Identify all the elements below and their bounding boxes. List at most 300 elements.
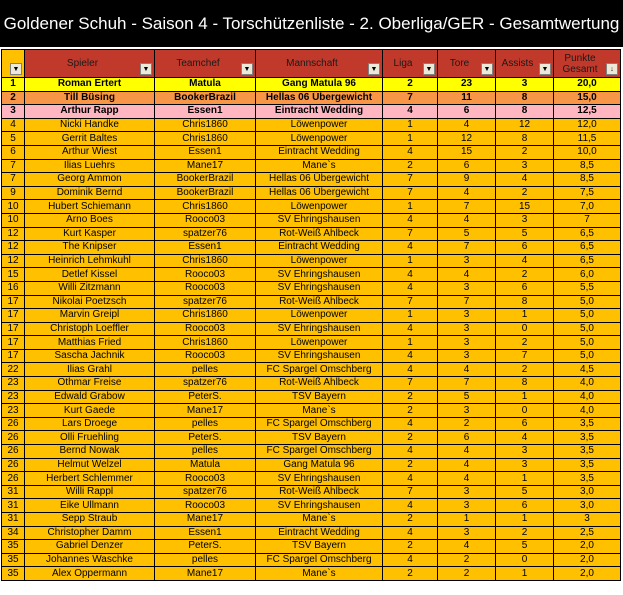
- league-cell[interactable]: 1: [383, 200, 438, 214]
- player-cell[interactable]: Nicki Handke: [25, 118, 155, 132]
- rank-cell[interactable]: 31: [2, 499, 25, 513]
- goals-cell[interactable]: 4: [438, 472, 496, 486]
- assists-cell[interactable]: 3: [496, 458, 554, 472]
- player-cell[interactable]: Roman Ertert: [25, 78, 155, 92]
- player-cell[interactable]: Edwald Grabow: [25, 390, 155, 404]
- player-cell[interactable]: Marvin Greipl: [25, 309, 155, 323]
- rank-cell[interactable]: 7: [2, 159, 25, 173]
- points-cell[interactable]: 3,5: [554, 445, 621, 459]
- team-cell[interactable]: FC Spargel Omschberg: [256, 553, 383, 567]
- goals-cell[interactable]: 7: [438, 241, 496, 255]
- league-cell[interactable]: 7: [383, 377, 438, 391]
- league-cell[interactable]: 1: [383, 336, 438, 350]
- player-cell[interactable]: Othmar Freise: [25, 377, 155, 391]
- assists-cell[interactable]: 12: [496, 118, 554, 132]
- teamchef-cell[interactable]: PeterS.: [155, 390, 256, 404]
- league-cell[interactable]: 4: [383, 472, 438, 486]
- teamchef-cell[interactable]: Rooco03: [155, 322, 256, 336]
- team-cell[interactable]: SV Ehringshausen: [256, 268, 383, 282]
- assists-cell[interactable]: 8: [496, 91, 554, 105]
- goals-cell[interactable]: 2: [438, 553, 496, 567]
- assists-cell[interactable]: 5: [496, 540, 554, 554]
- teamchef-cell[interactable]: BookerBrazil: [155, 186, 256, 200]
- team-cell[interactable]: Hellas 06 Übergewicht: [256, 186, 383, 200]
- goals-cell[interactable]: 3: [438, 485, 496, 499]
- assists-cell[interactable]: 2: [496, 336, 554, 350]
- player-cell[interactable]: Christopher Damm: [25, 526, 155, 540]
- team-cell[interactable]: Mane`s: [256, 159, 383, 173]
- league-cell[interactable]: 4: [383, 445, 438, 459]
- assists-cell[interactable]: 8: [496, 377, 554, 391]
- points-cell[interactable]: 4,0: [554, 390, 621, 404]
- rank-cell[interactable]: 34: [2, 526, 25, 540]
- team-cell[interactable]: SV Ehringshausen: [256, 472, 383, 486]
- goals-cell[interactable]: 3: [438, 336, 496, 350]
- points-cell[interactable]: 5,0: [554, 295, 621, 309]
- teamchef-cell[interactable]: Rooco03: [155, 472, 256, 486]
- player-cell[interactable]: Olli Fruehling: [25, 431, 155, 445]
- points-cell[interactable]: 15,0: [554, 91, 621, 105]
- goals-cell[interactable]: 7: [438, 377, 496, 391]
- filter-dropdown-icon[interactable]: ▼: [423, 63, 435, 75]
- team-cell[interactable]: Gang Matula 96: [256, 78, 383, 92]
- rank-cell[interactable]: 35: [2, 553, 25, 567]
- team-cell[interactable]: TSV Bayern: [256, 431, 383, 445]
- player-cell[interactable]: Willi Zitzmann: [25, 281, 155, 295]
- points-cell[interactable]: 2,5: [554, 526, 621, 540]
- points-cell[interactable]: 6,5: [554, 241, 621, 255]
- teamchef-cell[interactable]: spatzer76: [155, 377, 256, 391]
- player-cell[interactable]: Sascha Jachnik: [25, 349, 155, 363]
- teamchef-cell[interactable]: pelles: [155, 363, 256, 377]
- points-cell[interactable]: 3,0: [554, 499, 621, 513]
- player-cell[interactable]: Till Büsing: [25, 91, 155, 105]
- teamchef-cell[interactable]: PeterS.: [155, 431, 256, 445]
- player-cell[interactable]: Detlef Kissel: [25, 268, 155, 282]
- points-cell[interactable]: 6,5: [554, 254, 621, 268]
- teamchef-cell[interactable]: pelles: [155, 445, 256, 459]
- goals-cell[interactable]: 4: [438, 186, 496, 200]
- team-cell[interactable]: Rot-Weiß Ahlbeck: [256, 295, 383, 309]
- player-cell[interactable]: Sepp Straub: [25, 513, 155, 527]
- points-cell[interactable]: 3,0: [554, 485, 621, 499]
- goals-cell[interactable]: 2: [438, 567, 496, 581]
- assists-cell[interactable]: 4: [496, 431, 554, 445]
- assists-cell[interactable]: 2: [496, 526, 554, 540]
- league-cell[interactable]: 4: [383, 363, 438, 377]
- player-cell[interactable]: The Knipser: [25, 241, 155, 255]
- teamchef-cell[interactable]: Matula: [155, 458, 256, 472]
- rank-cell[interactable]: 12: [2, 254, 25, 268]
- player-cell[interactable]: Herbert Schlemmer: [25, 472, 155, 486]
- points-cell[interactable]: 12,0: [554, 118, 621, 132]
- teamchef-cell[interactable]: BookerBrazil: [155, 173, 256, 187]
- team-cell[interactable]: SV Ehringshausen: [256, 213, 383, 227]
- points-cell[interactable]: 2,0: [554, 567, 621, 581]
- player-cell[interactable]: Dominik Bernd: [25, 186, 155, 200]
- player-cell[interactable]: Kurt Gaede: [25, 404, 155, 418]
- league-cell[interactable]: 2: [383, 458, 438, 472]
- goals-cell[interactable]: 4: [438, 363, 496, 377]
- points-cell[interactable]: 4,0: [554, 404, 621, 418]
- goals-cell[interactable]: 3: [438, 499, 496, 513]
- rank-cell[interactable]: 35: [2, 540, 25, 554]
- assists-cell[interactable]: 15: [496, 200, 554, 214]
- teamchef-cell[interactable]: Chris1860: [155, 132, 256, 146]
- goals-cell[interactable]: 4: [438, 118, 496, 132]
- rank-cell[interactable]: 10: [2, 213, 25, 227]
- league-cell[interactable]: 1: [383, 132, 438, 146]
- points-cell[interactable]: 3,5: [554, 431, 621, 445]
- team-cell[interactable]: SV Ehringshausen: [256, 281, 383, 295]
- team-cell[interactable]: Mane`s: [256, 404, 383, 418]
- teamchef-cell[interactable]: Rooco03: [155, 281, 256, 295]
- team-cell[interactable]: Eintracht Wedding: [256, 145, 383, 159]
- rank-cell[interactable]: 22: [2, 363, 25, 377]
- rank-cell[interactable]: 23: [2, 404, 25, 418]
- rank-cell[interactable]: 4: [2, 118, 25, 132]
- points-cell[interactable]: 10,0: [554, 145, 621, 159]
- team-cell[interactable]: Löwenpower: [256, 336, 383, 350]
- team-cell[interactable]: Hellas 06 Übergewicht: [256, 91, 383, 105]
- assists-cell[interactable]: 6: [496, 241, 554, 255]
- teamchef-cell[interactable]: Matula: [155, 78, 256, 92]
- league-cell[interactable]: 7: [383, 295, 438, 309]
- team-cell[interactable]: SV Ehringshausen: [256, 499, 383, 513]
- goals-cell[interactable]: 4: [438, 268, 496, 282]
- rank-cell[interactable]: 3: [2, 105, 25, 119]
- player-cell[interactable]: Gerrit Baltes: [25, 132, 155, 146]
- team-cell[interactable]: FC Spargel Omschberg: [256, 417, 383, 431]
- teamchef-cell[interactable]: Chris1860: [155, 200, 256, 214]
- points-cell[interactable]: 3: [554, 513, 621, 527]
- team-cell[interactable]: SV Ehringshausen: [256, 349, 383, 363]
- rank-cell[interactable]: 7: [2, 173, 25, 187]
- teamchef-cell[interactable]: Chris1860: [155, 118, 256, 132]
- player-cell[interactable]: Bernd Nowak: [25, 445, 155, 459]
- player-cell[interactable]: Arno Boes: [25, 213, 155, 227]
- rank-cell[interactable]: 9: [2, 186, 25, 200]
- team-cell[interactable]: Löwenpower: [256, 132, 383, 146]
- points-cell[interactable]: 5,5: [554, 281, 621, 295]
- rank-cell[interactable]: 26: [2, 431, 25, 445]
- rank-cell[interactable]: 16: [2, 281, 25, 295]
- assists-cell[interactable]: 8: [496, 295, 554, 309]
- team-cell[interactable]: SV Ehringshausen: [256, 322, 383, 336]
- league-cell[interactable]: 4: [383, 213, 438, 227]
- team-cell[interactable]: Eintracht Wedding: [256, 105, 383, 119]
- goals-cell[interactable]: 15: [438, 145, 496, 159]
- goals-cell[interactable]: 3: [438, 404, 496, 418]
- league-cell[interactable]: 4: [383, 241, 438, 255]
- filter-dropdown-icon[interactable]: ▼: [368, 63, 380, 75]
- teamchef-cell[interactable]: Mane17: [155, 159, 256, 173]
- filter-dropdown-icon[interactable]: ▼: [539, 63, 551, 75]
- points-cell[interactable]: 20,0: [554, 78, 621, 92]
- league-cell[interactable]: 2: [383, 390, 438, 404]
- teamchef-cell[interactable]: Rooco03: [155, 499, 256, 513]
- points-cell[interactable]: 7,5: [554, 186, 621, 200]
- goals-cell[interactable]: 5: [438, 390, 496, 404]
- teamchef-cell[interactable]: Essen1: [155, 145, 256, 159]
- team-cell[interactable]: Mane`s: [256, 567, 383, 581]
- assists-cell[interactable]: 2: [496, 268, 554, 282]
- rank-cell[interactable]: 15: [2, 268, 25, 282]
- league-cell[interactable]: 4: [383, 499, 438, 513]
- league-cell[interactable]: 1: [383, 309, 438, 323]
- assists-cell[interactable]: 1: [496, 309, 554, 323]
- teamchef-cell[interactable]: BookerBrazil: [155, 91, 256, 105]
- league-cell[interactable]: 4: [383, 417, 438, 431]
- teamchef-cell[interactable]: Rooco03: [155, 349, 256, 363]
- player-cell[interactable]: Matthias Fried: [25, 336, 155, 350]
- rank-cell[interactable]: 31: [2, 485, 25, 499]
- teamchef-cell[interactable]: Mane17: [155, 567, 256, 581]
- rank-cell[interactable]: 6: [2, 145, 25, 159]
- teamchef-cell[interactable]: PeterS.: [155, 540, 256, 554]
- rank-cell[interactable]: 10: [2, 200, 25, 214]
- assists-cell[interactable]: 2: [496, 363, 554, 377]
- assists-cell[interactable]: 0: [496, 404, 554, 418]
- rank-cell[interactable]: 26: [2, 445, 25, 459]
- filter-dropdown-icon[interactable]: ▼: [481, 63, 493, 75]
- player-cell[interactable]: Helmut Welzel: [25, 458, 155, 472]
- league-cell[interactable]: 4: [383, 553, 438, 567]
- team-cell[interactable]: TSV Bayern: [256, 540, 383, 554]
- rank-cell[interactable]: 26: [2, 458, 25, 472]
- assists-cell[interactable]: 1: [496, 472, 554, 486]
- goals-cell[interactable]: 12: [438, 132, 496, 146]
- assists-cell[interactable]: 2: [496, 186, 554, 200]
- assists-cell[interactable]: 7: [496, 349, 554, 363]
- rank-cell[interactable]: 26: [2, 417, 25, 431]
- goals-cell[interactable]: 3: [438, 349, 496, 363]
- goals-cell[interactable]: 4: [438, 458, 496, 472]
- teamchef-cell[interactable]: spatzer76: [155, 295, 256, 309]
- goals-cell[interactable]: 1: [438, 513, 496, 527]
- player-cell[interactable]: Arthur Wiest: [25, 145, 155, 159]
- player-cell[interactable]: Hubert Schiemann: [25, 200, 155, 214]
- assists-cell[interactable]: 2: [496, 145, 554, 159]
- player-cell[interactable]: Alex Oppermann: [25, 567, 155, 581]
- points-cell[interactable]: 11,5: [554, 132, 621, 146]
- points-cell[interactable]: 12,5: [554, 105, 621, 119]
- league-cell[interactable]: 1: [383, 118, 438, 132]
- rank-cell[interactable]: 26: [2, 472, 25, 486]
- assists-cell[interactable]: 4: [496, 254, 554, 268]
- league-cell[interactable]: 2: [383, 431, 438, 445]
- rank-cell[interactable]: 17: [2, 309, 25, 323]
- goals-cell[interactable]: 3: [438, 309, 496, 323]
- goals-cell[interactable]: 9: [438, 173, 496, 187]
- assists-cell[interactable]: 8: [496, 132, 554, 146]
- league-cell[interactable]: 1: [383, 254, 438, 268]
- rank-cell[interactable]: 17: [2, 322, 25, 336]
- team-cell[interactable]: FC Spargel Omschberg: [256, 363, 383, 377]
- goals-cell[interactable]: 23: [438, 78, 496, 92]
- assists-cell[interactable]: 1: [496, 513, 554, 527]
- player-cell[interactable]: Heinrich Lehmkuhl: [25, 254, 155, 268]
- goals-cell[interactable]: 11: [438, 91, 496, 105]
- points-cell[interactable]: 5,0: [554, 322, 621, 336]
- team-cell[interactable]: Rot-Weiß Ahlbeck: [256, 227, 383, 241]
- team-cell[interactable]: Löwenpower: [256, 118, 383, 132]
- points-cell[interactable]: 7: [554, 213, 621, 227]
- teamchef-cell[interactable]: Mane17: [155, 404, 256, 418]
- player-cell[interactable]: Ilias Luehrs: [25, 159, 155, 173]
- team-cell[interactable]: Rot-Weiß Ahlbeck: [256, 485, 383, 499]
- league-cell[interactable]: 2: [383, 513, 438, 527]
- points-cell[interactable]: 3,5: [554, 417, 621, 431]
- points-cell[interactable]: 2,0: [554, 553, 621, 567]
- points-cell[interactable]: 8,5: [554, 159, 621, 173]
- goals-cell[interactable]: 5: [438, 227, 496, 241]
- league-cell[interactable]: 7: [383, 485, 438, 499]
- teamchef-cell[interactable]: Essen1: [155, 526, 256, 540]
- team-cell[interactable]: Löwenpower: [256, 254, 383, 268]
- goals-cell[interactable]: 7: [438, 200, 496, 214]
- assists-cell[interactable]: 6: [496, 281, 554, 295]
- points-cell[interactable]: 4,0: [554, 377, 621, 391]
- assists-cell[interactable]: 0: [496, 322, 554, 336]
- points-cell[interactable]: 5,0: [554, 309, 621, 323]
- rank-cell[interactable]: 12: [2, 241, 25, 255]
- rank-cell[interactable]: 1: [2, 78, 25, 92]
- assists-cell[interactable]: 1: [496, 567, 554, 581]
- goals-cell[interactable]: 4: [438, 213, 496, 227]
- sort-descending-icon[interactable]: ↓: [606, 63, 618, 75]
- points-cell[interactable]: 6,5: [554, 227, 621, 241]
- team-cell[interactable]: Eintracht Wedding: [256, 526, 383, 540]
- team-cell[interactable]: Rot-Weiß Ahlbeck: [256, 377, 383, 391]
- teamchef-cell[interactable]: pelles: [155, 417, 256, 431]
- goals-cell[interactable]: 2: [438, 417, 496, 431]
- teamchef-cell[interactable]: spatzer76: [155, 227, 256, 241]
- player-cell[interactable]: Christoph Loeffler: [25, 322, 155, 336]
- teamchef-cell[interactable]: Rooco03: [155, 268, 256, 282]
- assists-cell[interactable]: 5: [496, 485, 554, 499]
- team-cell[interactable]: Löwenpower: [256, 309, 383, 323]
- teamchef-cell[interactable]: Mane17: [155, 513, 256, 527]
- player-cell[interactable]: Arthur Rapp: [25, 105, 155, 119]
- goals-cell[interactable]: 6: [438, 105, 496, 119]
- points-cell[interactable]: 2,0: [554, 540, 621, 554]
- points-cell[interactable]: 8,5: [554, 173, 621, 187]
- rank-cell[interactable]: 35: [2, 567, 25, 581]
- team-cell[interactable]: Gang Matula 96: [256, 458, 383, 472]
- points-cell[interactable]: 3,5: [554, 472, 621, 486]
- rank-cell[interactable]: 31: [2, 513, 25, 527]
- rank-cell[interactable]: 12: [2, 227, 25, 241]
- assists-cell[interactable]: 4: [496, 173, 554, 187]
- league-cell[interactable]: 4: [383, 105, 438, 119]
- teamchef-cell[interactable]: Chris1860: [155, 254, 256, 268]
- assists-cell[interactable]: 5: [496, 227, 554, 241]
- assists-cell[interactable]: 6: [496, 417, 554, 431]
- filter-dropdown-icon[interactable]: ▼: [10, 63, 22, 75]
- league-cell[interactable]: 7: [383, 91, 438, 105]
- assists-cell[interactable]: 8: [496, 105, 554, 119]
- assists-cell[interactable]: 0: [496, 553, 554, 567]
- player-cell[interactable]: Kurt Kasper: [25, 227, 155, 241]
- goals-cell[interactable]: 6: [438, 431, 496, 445]
- league-cell[interactable]: 2: [383, 567, 438, 581]
- league-cell[interactable]: 2: [383, 404, 438, 418]
- league-cell[interactable]: 4: [383, 322, 438, 336]
- league-cell[interactable]: 4: [383, 281, 438, 295]
- team-cell[interactable]: Löwenpower: [256, 200, 383, 214]
- filter-dropdown-icon[interactable]: ▼: [140, 63, 152, 75]
- teamchef-cell[interactable]: pelles: [155, 553, 256, 567]
- goals-cell[interactable]: 3: [438, 526, 496, 540]
- filter-dropdown-icon[interactable]: ▼: [241, 63, 253, 75]
- team-cell[interactable]: Eintracht Wedding: [256, 241, 383, 255]
- rank-cell[interactable]: 5: [2, 132, 25, 146]
- team-cell[interactable]: Mane`s: [256, 513, 383, 527]
- player-cell[interactable]: Johannes Waschke: [25, 553, 155, 567]
- goals-cell[interactable]: 4: [438, 540, 496, 554]
- goals-cell[interactable]: 3: [438, 254, 496, 268]
- league-cell[interactable]: 7: [383, 227, 438, 241]
- player-cell[interactable]: Gabriel Denzer: [25, 540, 155, 554]
- goals-cell[interactable]: 6: [438, 159, 496, 173]
- rank-cell[interactable]: 23: [2, 390, 25, 404]
- teamchef-cell[interactable]: Essen1: [155, 241, 256, 255]
- points-cell[interactable]: 5,0: [554, 349, 621, 363]
- assists-cell[interactable]: 3: [496, 445, 554, 459]
- assists-cell[interactable]: 6: [496, 499, 554, 513]
- league-cell[interactable]: 4: [383, 349, 438, 363]
- points-cell[interactable]: 5,0: [554, 336, 621, 350]
- league-cell[interactable]: 7: [383, 186, 438, 200]
- rank-cell[interactable]: 17: [2, 336, 25, 350]
- team-cell[interactable]: Hellas 06 Übergewicht: [256, 173, 383, 187]
- teamchef-cell[interactable]: Essen1: [155, 105, 256, 119]
- goals-cell[interactable]: 4: [438, 445, 496, 459]
- points-cell[interactable]: 3,5: [554, 458, 621, 472]
- assists-cell[interactable]: 3: [496, 159, 554, 173]
- league-cell[interactable]: 4: [383, 145, 438, 159]
- assists-cell[interactable]: 3: [496, 213, 554, 227]
- league-cell[interactable]: 4: [383, 526, 438, 540]
- points-cell[interactable]: 4,5: [554, 363, 621, 377]
- rank-cell[interactable]: 17: [2, 295, 25, 309]
- teamchef-cell[interactable]: spatzer76: [155, 485, 256, 499]
- goals-cell[interactable]: 3: [438, 322, 496, 336]
- goals-cell[interactable]: 7: [438, 295, 496, 309]
- rank-cell[interactable]: 23: [2, 377, 25, 391]
- player-cell[interactable]: Willi Rappl: [25, 485, 155, 499]
- player-cell[interactable]: Ilias Grahl: [25, 363, 155, 377]
- league-cell[interactable]: 2: [383, 78, 438, 92]
- player-cell[interactable]: Eike Ullmann: [25, 499, 155, 513]
- league-cell[interactable]: 2: [383, 159, 438, 173]
- player-cell[interactable]: Georg Ammon: [25, 173, 155, 187]
- team-cell[interactable]: TSV Bayern: [256, 390, 383, 404]
- rank-cell[interactable]: 17: [2, 349, 25, 363]
- assists-cell[interactable]: 1: [496, 390, 554, 404]
- teamchef-cell[interactable]: Chris1860: [155, 336, 256, 350]
- goals-cell[interactable]: 3: [438, 281, 496, 295]
- teamchef-cell[interactable]: Rooco03: [155, 213, 256, 227]
- team-cell[interactable]: FC Spargel Omschberg: [256, 445, 383, 459]
- league-cell[interactable]: 4: [383, 268, 438, 282]
- league-cell[interactable]: 7: [383, 173, 438, 187]
- assists-cell[interactable]: 3: [496, 78, 554, 92]
- points-cell[interactable]: 7,0: [554, 200, 621, 214]
- player-cell[interactable]: Lars Droege: [25, 417, 155, 431]
- player-cell[interactable]: Nikolai Poetzsch: [25, 295, 155, 309]
